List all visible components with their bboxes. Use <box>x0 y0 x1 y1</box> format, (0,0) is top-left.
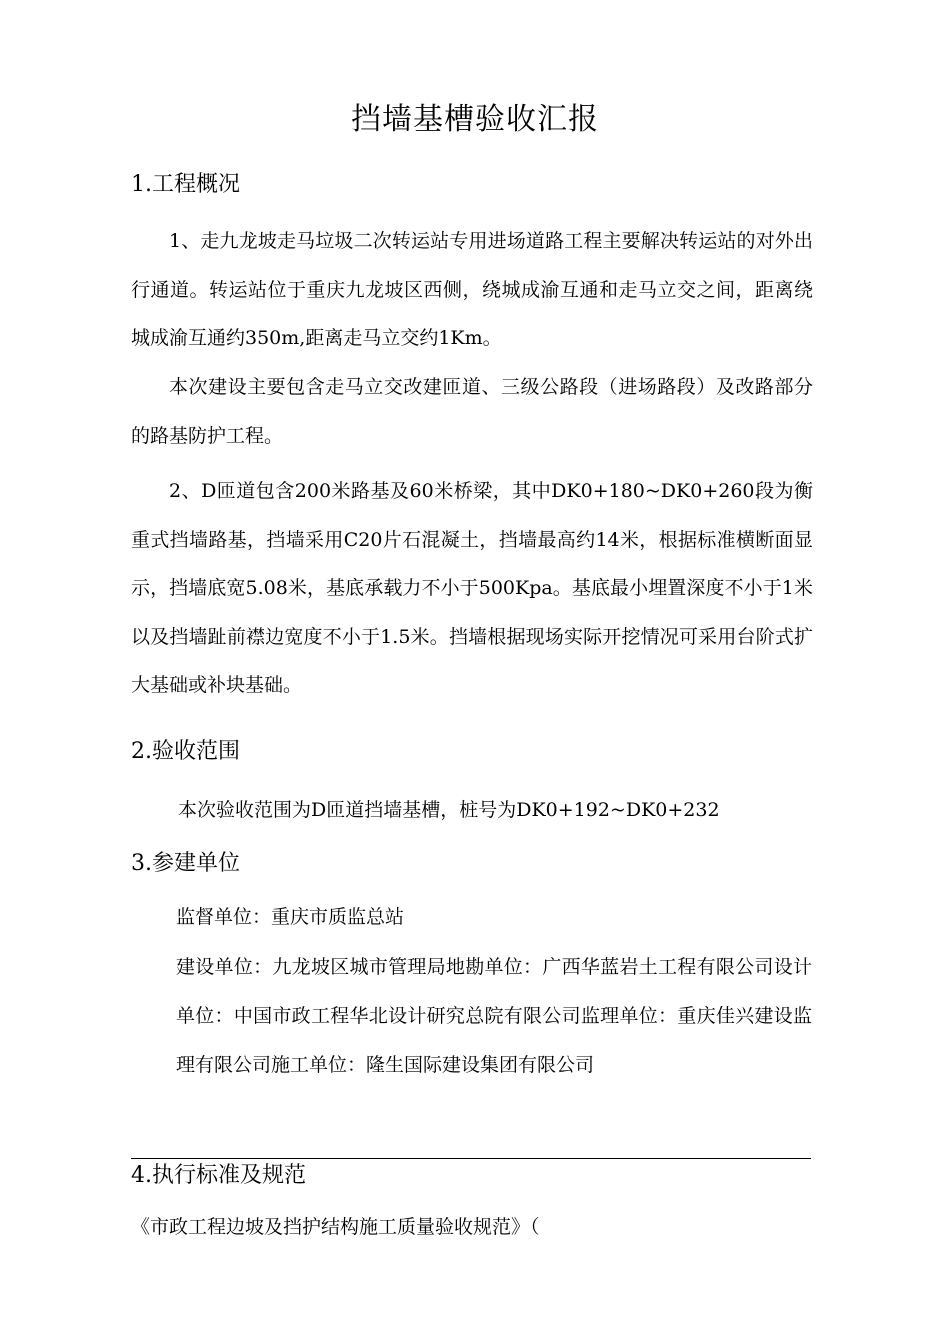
document-title: 挡墙基槽验收汇报 <box>351 102 599 137</box>
participating-units-list: 建设单位：九龙坡区城市管理局地勘单位：广西华蓝岩土工程有限公司设计单位：中国市政工程华北设计研究总院有限公司监理单位：重庆佳兴建设监理有限公司施工单位：隆生国际建设集团有限公司 <box>176 956 812 1076</box>
paragraph-ramp-d-details: 2、D匝道包含200米路基及60米桥梁，其中DK0+180~DK0+260段为衡重式挡墙路基，挡墙采用C20片石混凝土，挡墙最高约14米，根据标准横断面显示，挡墙底宽5.08米，基底承载力不小于500Kpa。基底最小埋置深度不小于1米以及挡墙趾前襟边宽度不小于1.5米。挡墙根据现场实际开挖情况可采用台阶式扩大基础或补块基础。 <box>131 480 813 696</box>
paragraph-construction-scope: 本次建设主要包含走马立交改建匝道、三级公路段（进场路段）及改路部分的路基防护工程。 <box>131 376 813 447</box>
paragraph-acceptance-range: 本次验收范围为D匝道挡墙基槽，桩号为DK0+192~DK0+232 <box>178 799 720 821</box>
supervision-unit: 监督单位：重庆市质监总站 <box>176 906 405 928</box>
section-heading-acceptance-scope: 2.验收范围 <box>131 739 240 764</box>
section-heading-standards: 4.执行标准及规范 <box>131 1163 306 1188</box>
standard-reference: 《市政工程边坡及挡护结构施工质量验收规范》（ <box>131 1216 540 1238</box>
section-heading-participants: 3.参建单位 <box>131 851 240 876</box>
section-divider <box>131 1158 811 1159</box>
paragraph-project-location: 1、走九龙坡走马垃圾二次转运站专用进场道路工程主要解决转运站的对外出行通道。转运站位于重庆九龙坡区西侧，绕城成渝互通和走马立交之间，距离绕城成渝互通约350m,距离走马立交约1Km。 <box>131 230 813 349</box>
section-heading-project-overview: 1.工程概况 <box>131 172 240 197</box>
